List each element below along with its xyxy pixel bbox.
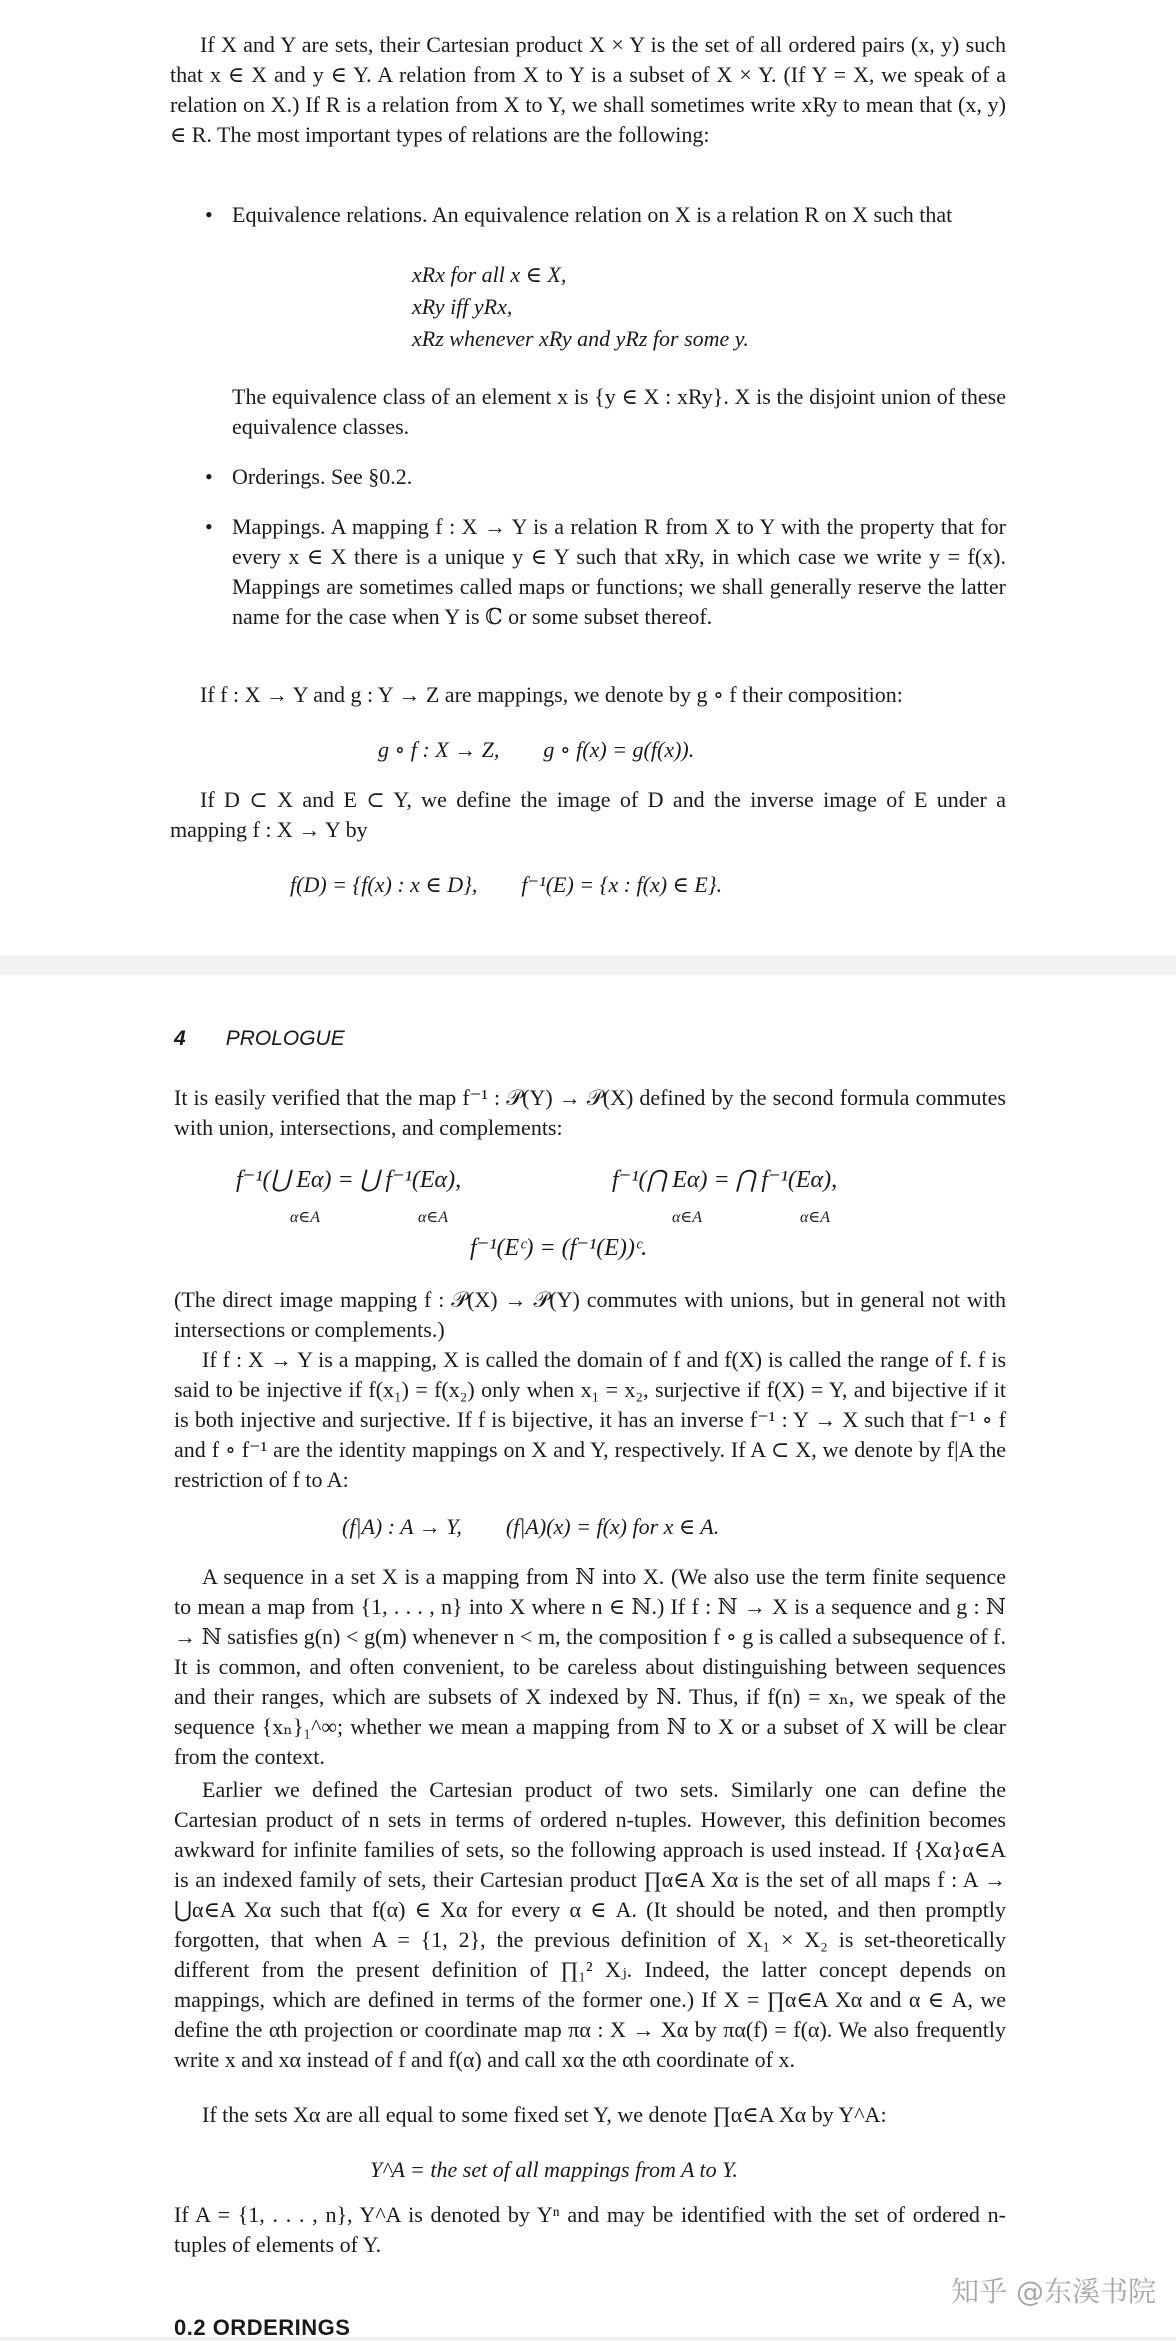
equation-complement: f⁻¹(Eᶜ) = (f⁻¹(E))ᶜ. (470, 1235, 648, 1261)
paragraph-cartesian-product: Earlier we defined the Cartesian product of two sets. Similarly one can define the Cartesian product of n sets in terms of ordered n-tuples. However, this definition becomes awkward for infinite families of sets, so the following approach is used instead. If {Xα}α∈A is an indexed family of sets, their Cartesian product ∏α∈A Xα is the set of all maps f : A → ⋃α∈A Xα such that f(α) ∈ Xα for every α ∈ A. (It should be noted, and then promptly forgotten, that when A = {1, 2}, the previous definition of X₁ × X₂ is set-theoretically different from the present definition of ∏₁² Xⱼ. Indeed, the latter concept depends on mappings, which are defined in terms of the former one.) If X = ∏α∈A Xα and α ∈ A, we define the αth projection or coordinate map πα : X → Xα by πα(f) = f(α). We also frequently write x and xα instead of f and f(α) and call xα the αth coordinate of x. (174, 1777, 1006, 2072)
image-definition-text: If D ⊂ X and E ⊂ Y, we define the image of D and the inverse image of E under a mapping f : X → Y by (170, 787, 1006, 842)
index-under-1: α∈A (290, 1209, 321, 1226)
section-heading: 0.2 ORDERINGS (174, 2315, 351, 2340)
book-page-upper (0, 0, 1176, 955)
index-under-4: α∈A (800, 1209, 831, 1226)
equivalence-item: Equivalence relations. An equivalence relation on X is a relation R on X such that (232, 202, 953, 227)
watermark: 知乎 @东溪书院 (951, 2275, 1156, 2308)
index-under-3: α∈A (672, 1209, 703, 1226)
equation-intersection: f⁻¹(⋂ Eα) = ⋂ f⁻¹(Eα), (612, 1167, 838, 1193)
paragraph-preimage: It is easily verified that the map f⁻¹ : 𝒫(Y) → 𝒫(X) defined by the second formula commutes with union, intersections, and complements: (174, 1085, 1006, 1140)
paragraph-n-tuples: If A = {1, . . . , n}, Y^A is denoted by Yⁿ and may be identified with the set of ordered n-tuples of elements of Y. (174, 2202, 1006, 2257)
equiv-condition-3: xRz whenever xRy and yRz for some y. (412, 326, 749, 351)
intro-paragraph: If X and Y are sets, their Cartesian product X × Y is the set of all ordered pairs (x, y) such that x ∈ X and y ∈ Y. A relation from X to Y is a subset of X × Y. (If Y = X, we speak of a relation on X.) If R is a relation from X to Y, we shall sometimes write xRy to mean that (x, y) ∈ R. The most important types of relations are the following: (170, 32, 1006, 147)
running-head-title: PROLOGUE (225, 1027, 345, 1050)
equation-union: f⁻¹(⋃ Eα) = ⋃ f⁻¹(Eα), (236, 1167, 462, 1193)
composition-equation: g ∘ f : X → Z, g ∘ f(x) = g(f(x)). (378, 737, 695, 762)
mappings-item: Mappings. A mapping f : X → Y is a relation R from X to Y with the property that for every x ∈ X there is a unique y ∈ Y such that xRy, in which case we write y = f(x). Mappings are sometimes called maps or functions; we shall generally reserve the latter name for the case when Y is ℂ or some subset thereof. (232, 514, 1006, 629)
paragraph-direct-image: (The direct image mapping f : 𝒫(X) → 𝒫(Y) commutes with unions, but in general not with intersections or complements.) (174, 1287, 1006, 1342)
image-equation: f(D) = {f(x) : x ∈ D}, f⁻¹(E) = {x : f(x) ∈ E}. (290, 872, 723, 897)
page-number: 4 (174, 1027, 186, 1050)
equiv-condition-2: xRy iff yRx, (412, 294, 513, 319)
bullet-dot: • (205, 202, 213, 227)
running-header (174, 1027, 345, 1051)
orderings-item: Orderings. See §0.2. (232, 464, 413, 489)
paragraph-sequence: A sequence in a set X is a mapping from ℕ into X. (We also use the term finite sequence to mean a map from {1, . . . , n} into X where n ∈ ℕ.) If f : ℕ → X is a sequence and g : ℕ → ℕ satisfies g(n) < g(m) whenever n < m, the composition f ∘ g is called a subsequence of f. It is common, and often convenient, to be careless about distinguishing between sequences and their ranges, which are subsets of X indexed by ℕ. Thus, if f(n) = xₙ, we speak of the sequence {xₙ}₁^∞; whether we mean a mapping from ℕ to X or a subset of X will be clear from the context. (174, 1564, 1006, 1769)
equivalence-class-text: The equivalence class of an element x is {y ∈ X : xRy}. X is the disjoint union of these equivalence classes. (232, 384, 1006, 439)
restriction-equation: (f|A) : A → Y, (f|A)(x) = f(x) for x ∈ A. (342, 1514, 720, 1539)
paragraph-domain-range: If f : X → Y is a mapping, X is called the domain of f and f(X) is called the range of f. f is said to be injective if f(x₁) = f(x₂) only when x₁ = x₂, surjective if f(X) = Y, and bijective if it is both injective and surjective. If f is bijective, it has an inverse f⁻¹ : Y → X such that f⁻¹ ∘ f and f ∘ f⁻¹ are the identity mappings on X and Y, respectively. If A ⊂ X, we denote by f|A the restriction of f to A: (174, 1347, 1006, 1492)
index-under-2: α∈A (418, 1209, 449, 1226)
paragraph-power-set: If the sets Xα are all equal to some fixed set Y, we denote ∏α∈A Xα by Y^A: (202, 2102, 887, 2127)
book-page-lower (0, 975, 1176, 2340)
bullet-dot: • (205, 464, 213, 489)
bullet-dot: • (205, 514, 213, 539)
composition-text: If f : X → Y and g : Y → Z are mappings, we denote by g ∘ f their composition: (200, 682, 903, 707)
equiv-condition-1: xRx for all x ∈ X, (412, 262, 567, 287)
ya-equation: Y^A = the set of all mappings from A to Y. (370, 2157, 738, 2182)
